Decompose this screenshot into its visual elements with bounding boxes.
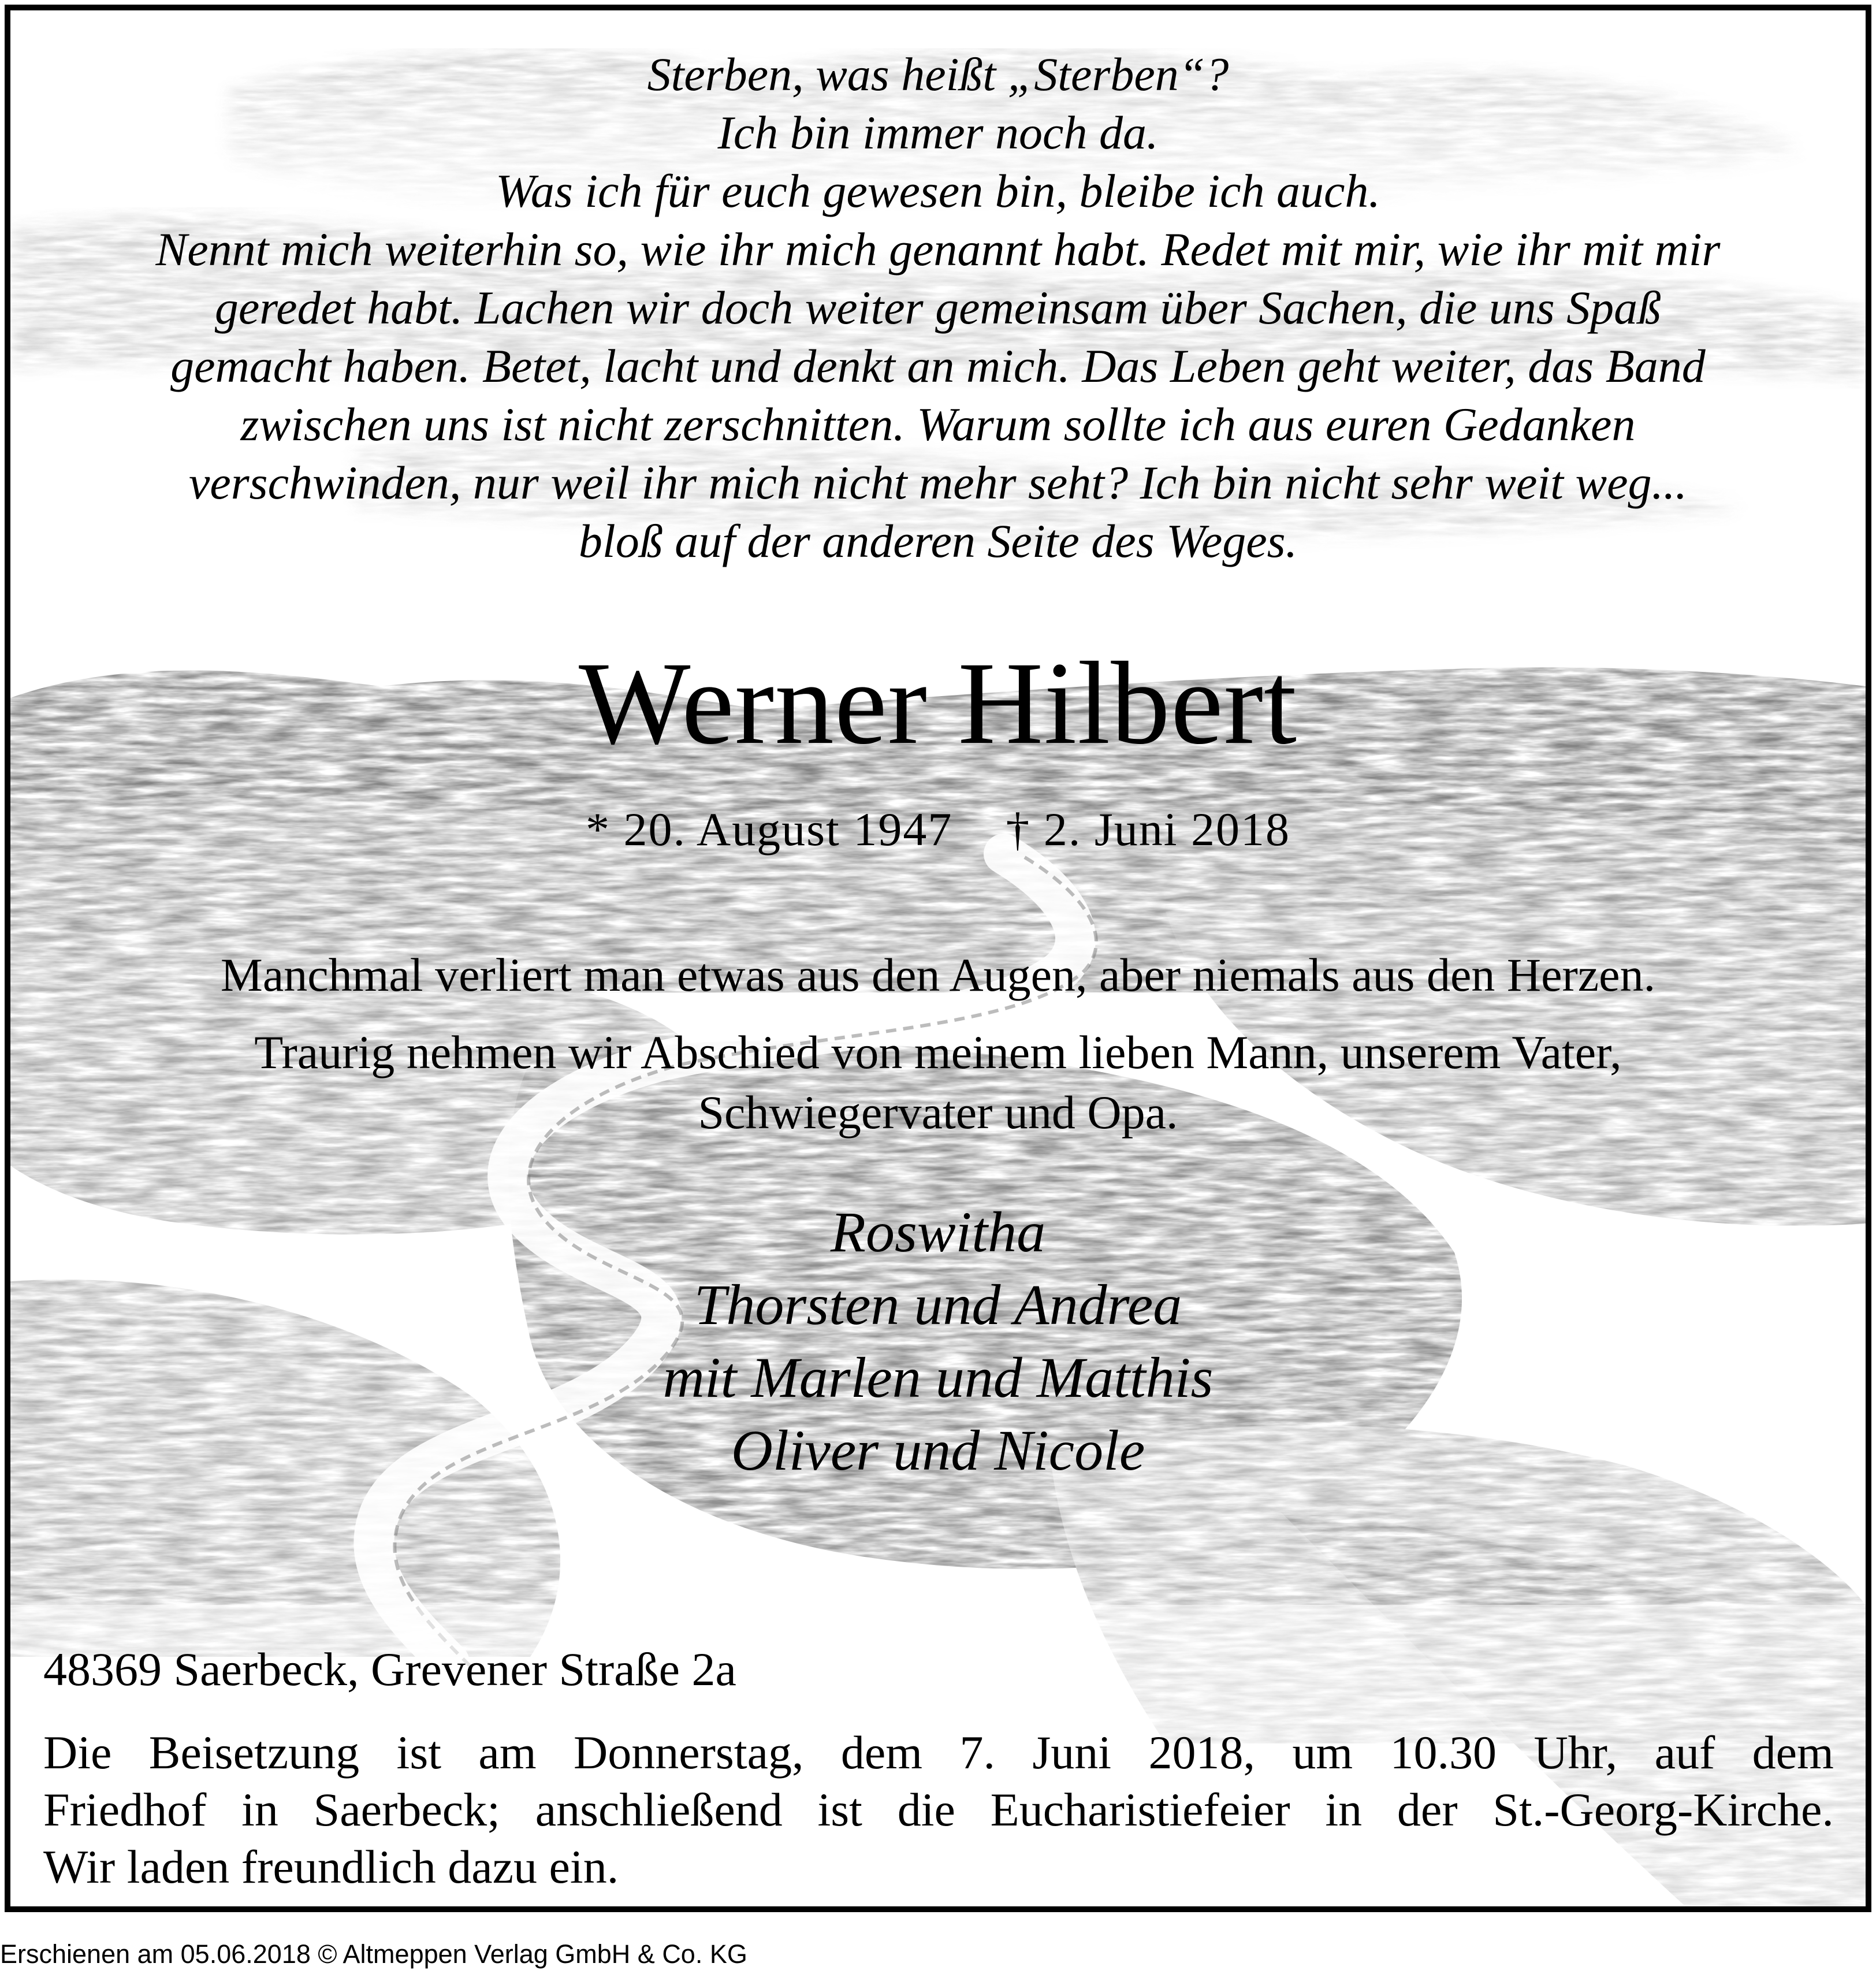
poem-line: Was ich für euch gewesen bin, bleibe ich auch.	[496, 165, 1380, 217]
burial-word: Donnerstag,	[574, 1726, 804, 1779]
poem-line: bloß auf der anderen Seite des Weges.	[578, 515, 1298, 567]
burial-word: um	[1292, 1726, 1353, 1779]
burial-word: 2018,	[1148, 1726, 1255, 1779]
burial-word: St.-Georg-Kirche.	[1492, 1783, 1834, 1836]
mourner-name: Roswitha	[830, 1200, 1046, 1264]
publication-footer: Erschienen am 05.06.2018 © Altmeppen Verlag GmbH & Co. KG	[0, 1939, 747, 1969]
poem-line: geredet habt. Lachen wir doch weiter gemeinsam über Sachen, die uns Spaß	[214, 281, 1662, 334]
poem-line: Ich bin immer noch da.	[717, 106, 1159, 159]
poem-line: zwischen uns ist nicht zerschnitten. Warum sollte ich aus euren Gedanken	[240, 398, 1636, 451]
burial-information	[43, 1724, 1834, 1895]
life-dates	[10, 801, 1866, 858]
burial-line-2	[43, 1781, 1834, 1838]
poem-line: Nennt mich weiterhin so, wie ihr mich genannt habt. Redet mit mir, wie ihr mit mir	[155, 223, 1721, 276]
farewell-line: Schwiegervater und Opa.	[698, 1086, 1178, 1139]
deceased-name: Werner Hilbert	[579, 638, 1297, 769]
poem-line: verschwinden, nur weil ihr mich nicht mehr seht? Ich bin nicht sehr weit weg...	[188, 456, 1687, 509]
memorial-quote: Manchmal verliert man etwas aus den Augen, aber niemals aus den Herzen.	[220, 949, 1656, 1001]
burial-word: ist	[817, 1783, 862, 1836]
farewell-line: Traurig nehmen wir Abschied von meinem lieben Mann, unserem Vater,	[254, 1026, 1622, 1079]
burial-word: Saerbeck;	[313, 1783, 500, 1836]
burial-word: anschließend	[535, 1783, 783, 1836]
burial-word: Juni	[1032, 1726, 1112, 1779]
notice-content	[10, 10, 1866, 1906]
burial-word: dem	[1752, 1726, 1834, 1779]
burial-word: auf	[1654, 1726, 1715, 1779]
farewell-text	[10, 1023, 1866, 1143]
family-address: 48369 Saerbeck, Grevener Straße 2a	[43, 1643, 736, 1696]
birth-date: * 20. August 1947	[585, 803, 953, 856]
mourner-name: mit Marlen und Matthis	[662, 1345, 1214, 1410]
burial-word: ist	[396, 1726, 442, 1779]
burial-word: Beisetzung	[148, 1726, 360, 1779]
burial-word: in	[1325, 1783, 1363, 1836]
burial-word: Uhr,	[1533, 1726, 1618, 1779]
notice-frame	[5, 5, 1871, 1912]
burial-word: 7.	[959, 1726, 995, 1779]
burial-word: Die	[43, 1726, 112, 1779]
burial-word: am	[478, 1726, 537, 1779]
death-date: † 2. Juni 2018	[1006, 803, 1291, 856]
burial-word: die	[897, 1783, 955, 1836]
poem	[39, 45, 1837, 570]
mourner-name: Thorsten und Andrea	[694, 1273, 1182, 1337]
burial-word: in	[241, 1783, 278, 1836]
poem-line: Sterben, was heißt „Sterben“?	[647, 48, 1229, 101]
mourner-name: Oliver und Nicole	[731, 1418, 1145, 1482]
poem-line: gemacht haben. Betet, lacht und denkt an mich. Das Leben geht weiter, das Band	[170, 340, 1706, 392]
burial-word: der	[1397, 1783, 1458, 1836]
burial-word: Friedhof	[43, 1783, 207, 1836]
burial-word: Eucharistiefeier	[990, 1783, 1290, 1836]
burial-line-3: Wir laden freundlich dazu ein.	[43, 1841, 619, 1893]
mourners-list	[10, 1196, 1866, 1487]
burial-line-1	[43, 1724, 1834, 1781]
burial-word: 10.30	[1390, 1726, 1497, 1779]
burial-word: dem	[840, 1726, 923, 1779]
